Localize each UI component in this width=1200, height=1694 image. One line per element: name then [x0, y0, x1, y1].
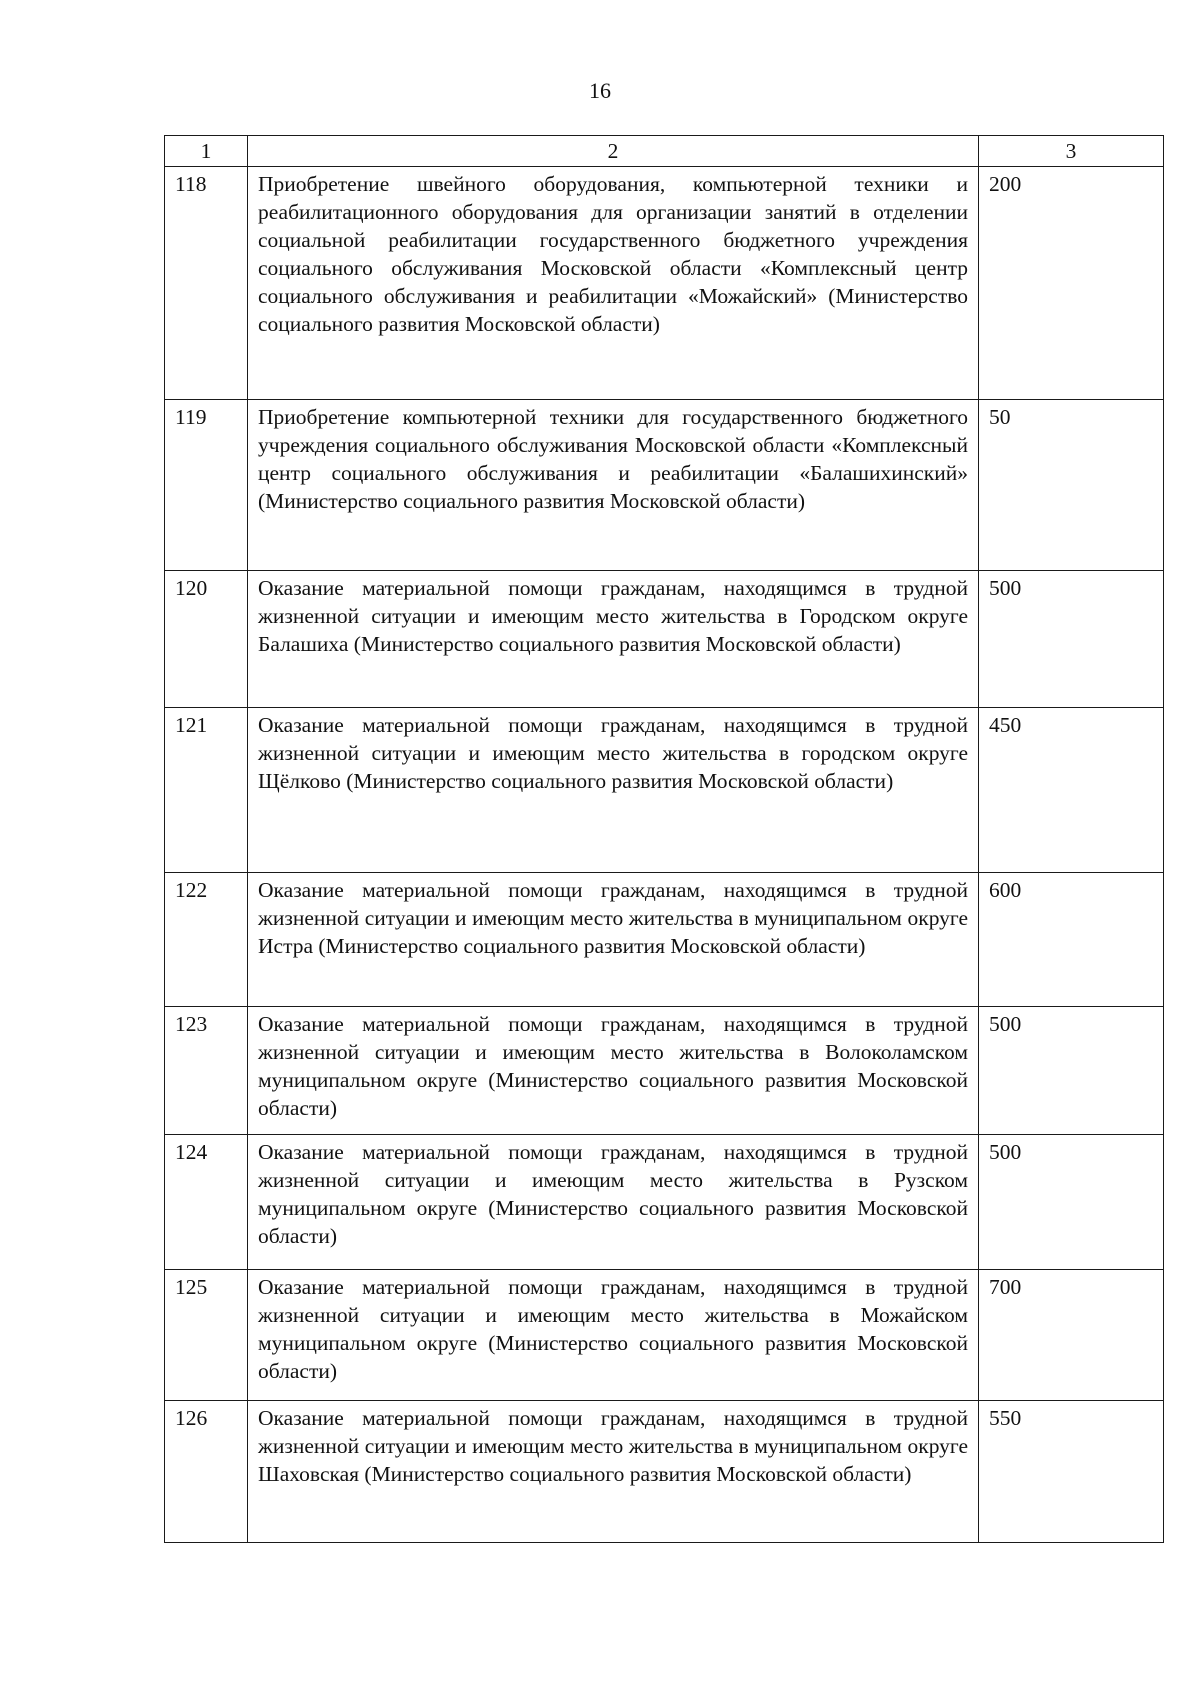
table-row	[165, 1135, 1164, 1270]
row-number: 126	[165, 1401, 248, 1543]
table-row	[165, 1401, 1164, 1543]
row-amount: 550	[979, 1401, 1164, 1543]
row-description: Оказание материальной помощи гражданам, находящимся в трудной жизненной ситуации и имеющим место жительства в городском округе Щёлково (Министерство социального развития Московской области)	[248, 708, 979, 873]
row-number: 123	[165, 1007, 248, 1135]
row-description: Оказание материальной помощи гражданам, находящимся в трудной жизненной ситуации и имеющим место жительства в муниципальном округе Истра (Министерство социального развития Московской области)	[248, 873, 979, 1007]
row-description: Оказание материальной помощи гражданам, находящимся в трудной жизненной ситуации и имеющим место жительства в Рузском муниципальном округе (Министерство социального развития Московской области)	[248, 1135, 979, 1270]
row-amount: 500	[979, 571, 1164, 708]
row-amount: 450	[979, 708, 1164, 873]
row-amount: 200	[979, 167, 1164, 400]
row-amount: 500	[979, 1135, 1164, 1270]
row-amount: 500	[979, 1007, 1164, 1135]
table-row	[165, 873, 1164, 1007]
row-number: 120	[165, 571, 248, 708]
table-header-row	[165, 136, 1164, 167]
table-row	[165, 571, 1164, 708]
row-amount: 50	[979, 400, 1164, 571]
row-number: 119	[165, 400, 248, 571]
row-description: Оказание материальной помощи гражданам, находящимся в трудной жизненной ситуации и имеющим место жительства в Городском округе Балашиха (Министерство социального развития Московской области)	[248, 571, 979, 708]
row-description: Приобретение швейного оборудования, компьютерной техники и реабилитационного оборудования для организации занятий в отделении социальной реабилитации государственного бюджетного учреждения социального обслуживания Московской области «Комплексный центр социального обслуживания и реабилитации «Можайский» (Министерство социального развития Московской области)	[248, 167, 979, 400]
row-number: 118	[165, 167, 248, 400]
row-number: 121	[165, 708, 248, 873]
table-row	[165, 708, 1164, 873]
row-number: 125	[165, 1270, 248, 1401]
page-number: 16	[589, 78, 611, 103]
column-header-2: 2	[248, 136, 979, 167]
row-description: Оказание материальной помощи гражданам, находящимся в трудной жизненной ситуации и имеющим место жительства в муниципальном округе Шаховская (Министерство социального развития Московской области)	[248, 1401, 979, 1543]
table-row	[165, 1270, 1164, 1401]
column-header-1: 1	[165, 136, 248, 167]
column-header-3: 3	[979, 136, 1164, 167]
document-table	[164, 135, 1164, 1543]
row-description: Приобретение компьютерной техники для государственного бюджетного учреждения социального обслуживания Московской области «Комплексный центр социального обслуживания и реабилитации «Балашихинский» (Министерство социального развития Московской области)	[248, 400, 979, 571]
table-row	[165, 167, 1164, 400]
table-row	[165, 1007, 1164, 1135]
row-amount: 700	[979, 1270, 1164, 1401]
row-number: 124	[165, 1135, 248, 1270]
row-description: Оказание материальной помощи гражданам, находящимся в трудной жизненной ситуации и имеющим место жительства в Можайском муниципальном округе (Министерство социального развития Московской области)	[248, 1270, 979, 1401]
row-number: 122	[165, 873, 248, 1007]
table-row	[165, 400, 1164, 571]
row-description: Оказание материальной помощи гражданам, находящимся в трудной жизненной ситуации и имеющим место жительства в Волоколамском муниципальном округе (Министерство социального развития Московской области)	[248, 1007, 979, 1135]
row-amount: 600	[979, 873, 1164, 1007]
